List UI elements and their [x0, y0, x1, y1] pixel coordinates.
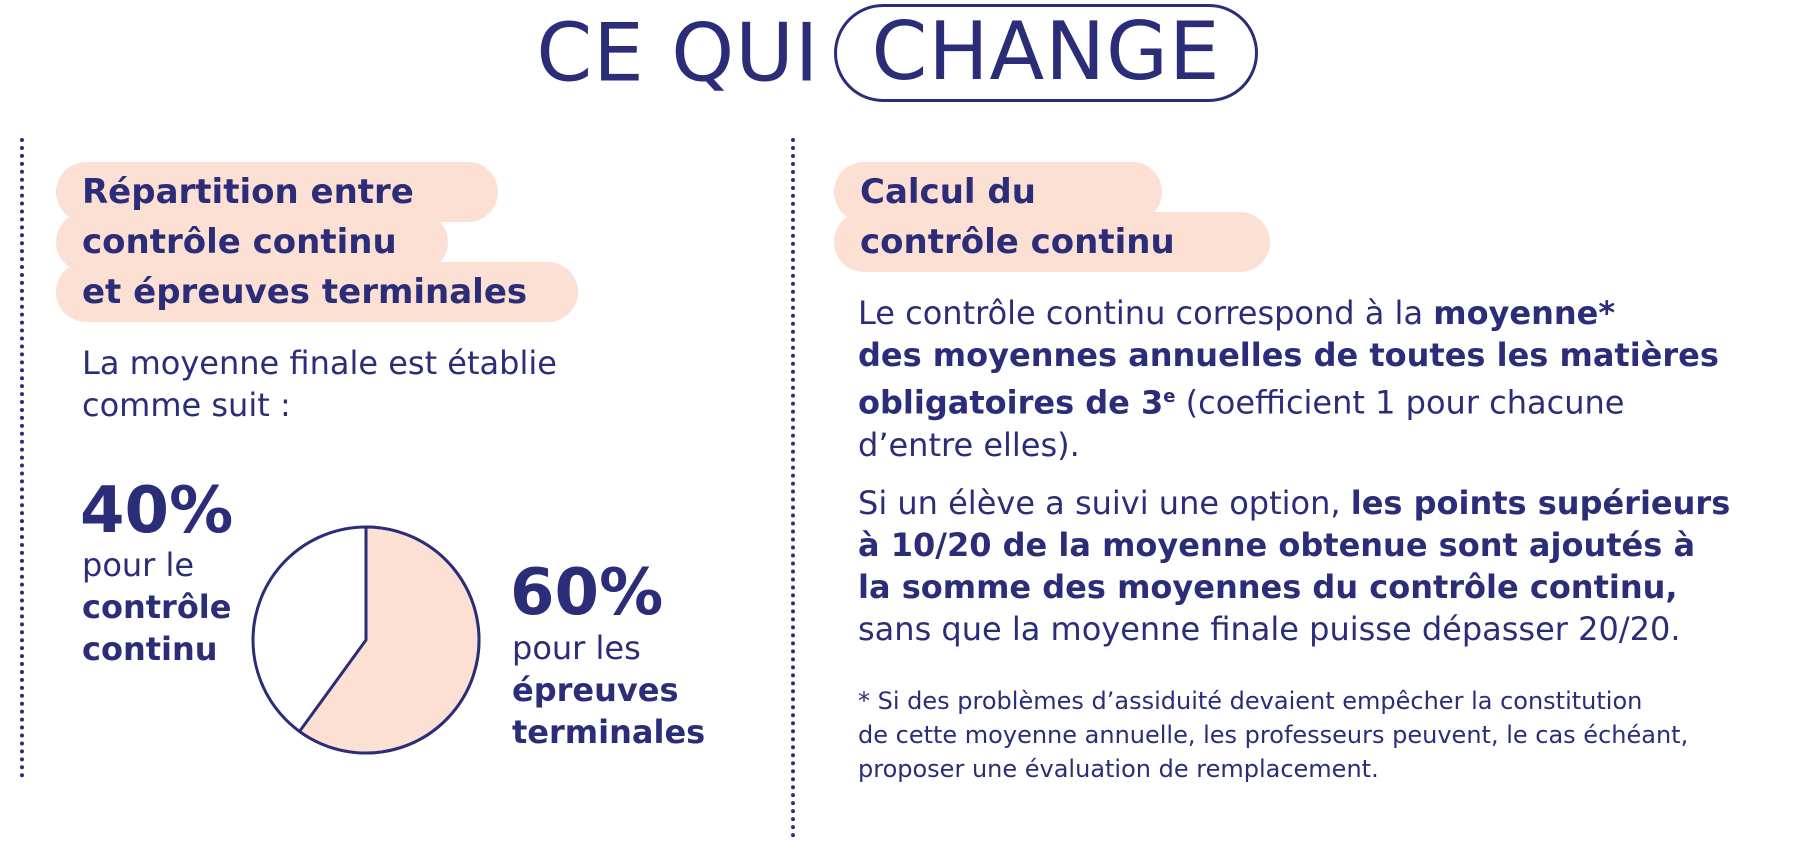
cc-percent: 40%	[80, 474, 234, 548]
et-percent: 60%	[510, 556, 664, 630]
cc-label-line-3: continu	[82, 630, 218, 668]
left-heading-line-3: et épreuves terminales	[56, 262, 578, 322]
center-divider	[791, 138, 795, 838]
p1-line-2: des moyennes annuelles de toutes les matières	[858, 336, 1719, 374]
footnote	[858, 684, 1688, 786]
p1-line-3b: (coefficient 1 pour chacune	[1175, 383, 1625, 422]
left-divider	[20, 138, 24, 778]
title-part-2-pill: CHANGE	[834, 4, 1257, 102]
pie-chart	[246, 520, 486, 760]
p1-line-3a: obligatoires de 3	[858, 383, 1164, 422]
et-label	[512, 627, 705, 753]
left-intro	[82, 342, 557, 426]
p2-line-3: la somme des moyennes du contrôle continu,	[858, 568, 1678, 606]
p1-line-4: d’entre elles).	[858, 425, 1080, 464]
footnote-line-1: * Si des problèmes d’assiduité devaient empêcher la constitution	[858, 687, 1643, 715]
right-heading-line-2: contrôle continu	[834, 212, 1270, 272]
p2-line-1a: Si un élève a suivi une option,	[858, 484, 1351, 522]
cc-label-line-1: pour le	[82, 546, 195, 584]
cc-label	[82, 544, 231, 670]
et-label-line-1: pour les	[512, 629, 641, 667]
p1-line-3-sup: e	[1163, 386, 1176, 407]
left-intro-line-2: comme suit :	[82, 386, 291, 424]
footnote-line-3: proposer une évaluation de remplacement.	[858, 755, 1379, 783]
p2-line-2: à 10/20 de la moyenne obtenue sont ajoutés à	[858, 526, 1696, 564]
right-paragraph-1	[858, 292, 1719, 466]
page-title	[0, 4, 1794, 102]
footnote-line-2: de cette moyenne annuelle, les professeurs peuvent, le cas échéant,	[858, 721, 1689, 749]
cc-label-line-2: contrôle	[82, 588, 232, 626]
et-label-line-3: terminales	[512, 713, 706, 751]
p2-line-1b: les points supérieurs	[1350, 484, 1731, 522]
p1-line-1a: Le contrôle continu correspond à la	[858, 294, 1434, 332]
left-heading-line-2: contrôle continu	[56, 212, 448, 272]
left-heading-line-1: Répartition entre	[56, 162, 498, 222]
p1-line-1b: moyenne*	[1433, 294, 1616, 332]
right-paragraph-2	[858, 482, 1730, 650]
title-part-1: CE QUI	[536, 6, 820, 100]
right-heading-line-1: Calcul du	[834, 162, 1162, 222]
et-label-line-2: épreuves	[512, 671, 679, 709]
left-intro-line-1: La moyenne finale est établie	[82, 344, 557, 382]
p2-line-4: sans que la moyenne finale puisse dépasser 20/20.	[858, 610, 1681, 648]
